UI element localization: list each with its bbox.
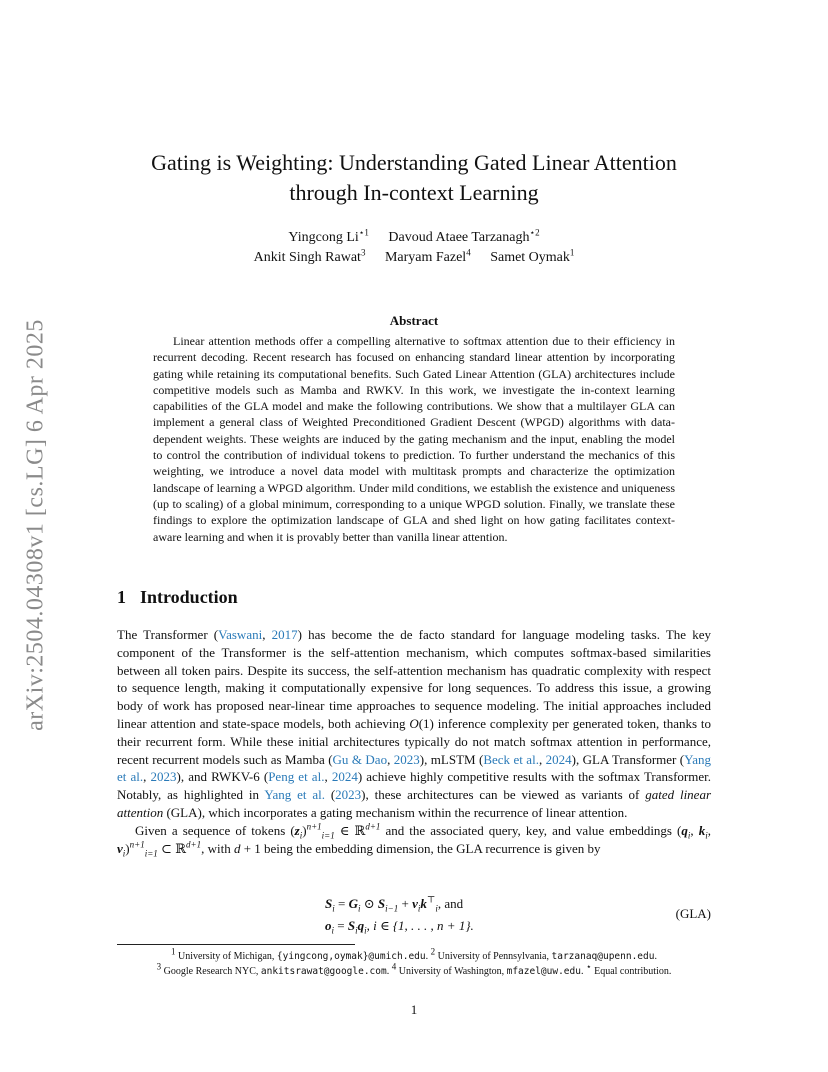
footnote-text: . [425, 951, 429, 962]
paragraph-1 [117, 626, 711, 822]
math-subscript: i [705, 830, 708, 841]
text-run: ) has become the de facto standard for language modeling tasks. The key component of the Transformer is the self-attention mechanism, which computes softmax-based similarities between all token pairs. Despite its success, the self-attention mechanism has quadratic complexity with respect to sequence length, making it computationally expensive for long sequences. To address this issue, a growing body of work has proposed near-linear time approaches to sequence modeling. The initial approaches included linear attention and state-space models, both achieving [117, 627, 712, 731]
footnote-mark: ⋆ [585, 961, 592, 972]
introduction-body [117, 626, 711, 857]
footnote-line-2 [117, 961, 711, 979]
citation-link[interactable]: 2024 [331, 769, 358, 785]
text-run: Given a sequence of tokens ( [135, 822, 295, 838]
citation-link[interactable]: 2024 [545, 751, 572, 767]
math-subscript: i=1 [144, 848, 158, 859]
math-symbol: S [347, 918, 356, 933]
math-symbol: G [348, 896, 358, 911]
arxiv-identifier-sidebar [16, 290, 56, 760]
math-symbol: q [681, 822, 688, 838]
section-heading [117, 587, 238, 608]
text-run: ⊂ ℝ [157, 840, 186, 856]
text-run: ), GLA Transformer ( [571, 751, 685, 767]
text-run: ), and RWKV-6 ( [176, 769, 269, 785]
math-subscript: i [364, 925, 367, 936]
math-subscript: i−1 [385, 903, 399, 914]
title-line-2: through In-context Learning [289, 180, 539, 205]
abstract-text: Linear attention methods offer a compelling alternative to softmax attention due to their efficiency in recurrent decoding. Recent research has focused on enhancing standard linear attention by incorporating gating while retaining its computational benefits. Such Gated Linear Attention (GLA) architectures include competitive models such as Mamba and RWKV. In this work, we investigate the in-context learning capabilities of the GLA model and make the following contributions. We show that a multilayer GLA can implement a general class of Weighted Preconditioned Gradient Descent (WPGD) algorithms with data-dependent weights. These weights are induced by the gating mechanism and the input, enabling the model to control the contribution of individual tokens to prediction. To further understand the mechanics of this weighting, we introduce a novel data model with multitask prompts and characterize the optimization landscape of learning a WPGD algorithm. Under mild conditions, we establish the existence and uniqueness (up to scaling) of a global minimum, corresponding to a unique WPGD solution. Finally, we translate these findings to explore the optimization landscape of GLA and shed light on how gating facilitates context-aware learning and when it is provably better than vanilla linear attention. [153, 334, 675, 544]
math-subscript: i [331, 925, 335, 936]
math-subscript: i=1 [321, 830, 335, 841]
math-text: , i ∈ {1, . . . , n + 1}. [366, 918, 474, 933]
text-run: , [262, 627, 272, 642]
text-run: ( [324, 787, 336, 803]
footnote-text: . [580, 966, 584, 977]
math-subscript: i [435, 903, 438, 914]
math-symbol: z [294, 822, 300, 838]
author-row-1 [150, 228, 678, 248]
footnote-email[interactable]: tarzanaq@upenn.edu [551, 951, 655, 962]
footnote-mark: 3 [156, 961, 162, 972]
citation-link[interactable]: 2023 [393, 751, 420, 767]
math-superscript: n+1 [306, 821, 322, 832]
author [388, 227, 540, 245]
text-run: ), mLSTM ( [419, 751, 484, 767]
text-run: , [143, 769, 151, 785]
equation-line-1 [325, 896, 463, 912]
footnote-text: University of Washington, [396, 966, 507, 977]
text-run: , with [201, 840, 234, 856]
author-affiliation-mark: 3 [360, 247, 366, 258]
math-superscript: ⊤ [426, 894, 436, 905]
text-run: ) [125, 840, 130, 856]
footnote-email[interactable]: {yingcong,oymak}@umich.edu [276, 951, 426, 962]
footnote-email[interactable]: mfazel@uw.edu [506, 966, 581, 977]
citation-link[interactable]: Vaswani [218, 627, 263, 642]
footnote-line-1 [117, 946, 711, 964]
text-run: , [387, 751, 394, 767]
arxiv-identifier: arXiv:2504.04308v1 [cs.LG] 6 Apr 2025 [22, 319, 49, 731]
citation-link[interactable]: Beck et al. [483, 751, 539, 767]
equation-tag: (GLA) [675, 906, 711, 921]
footnote-text: Google Research NYC, [161, 966, 261, 977]
math-symbol: d [233, 840, 241, 856]
equation-line-2 [325, 918, 474, 934]
math-operator: = [334, 918, 348, 933]
author-name: Davoud Ataee Tarzanagh [388, 230, 530, 245]
footnote-text: University of Pennsylvania, [435, 951, 552, 962]
paper-title [90, 148, 738, 208]
emphasis-term: gated linear attention [117, 787, 712, 820]
text-run: , [690, 822, 699, 838]
author-list [150, 228, 678, 268]
text-run: + 1 being the embedding dimension, the GLA recurrence is given by [240, 840, 601, 856]
footnote-text: University of Michigan, [175, 951, 277, 962]
author [384, 247, 471, 265]
math-subscript: i [122, 848, 126, 859]
math-symbol: S [325, 896, 333, 911]
text-run: ∈ ℝ [334, 822, 366, 838]
author-affiliation-mark: ⋆1 [358, 227, 369, 238]
footnote-mark: 4 [391, 961, 397, 972]
citation-link[interactable]: Gu & Dao [332, 751, 388, 767]
math-subscript: i [299, 830, 303, 841]
section-title: Introduction [140, 587, 238, 607]
math-subscript: i [355, 925, 358, 936]
text-run: , [324, 769, 332, 785]
footnote-email[interactable]: ankitsrawat@google.com [260, 966, 387, 977]
author [490, 247, 575, 265]
author-name: Samet Oymak [490, 250, 570, 265]
math-operator: = [334, 896, 349, 911]
author-affiliation-mark: ⋆2 [529, 227, 540, 238]
title-line-1: Gating is Weighting: Understanding Gated Linear Attention [151, 150, 677, 175]
author-name: Maryam Fazel [384, 250, 467, 265]
author [253, 247, 366, 265]
citation-link[interactable]: 2017 [271, 627, 298, 642]
math-subscript: i [332, 903, 335, 914]
text-run: and the associated query, key, and value embeddings ( [380, 822, 682, 838]
citation-link[interactable]: 2023 [335, 787, 362, 803]
math-superscript: n+1 [129, 839, 145, 850]
citation-link[interactable]: Yang et al. [264, 787, 325, 803]
footnote-text: Equal contribution. [591, 966, 672, 977]
page-number: 1 [410, 1002, 418, 1017]
math-operator: ⊙ [360, 896, 378, 911]
footnotes [117, 946, 711, 979]
footnote-mark: 1 [171, 946, 176, 957]
section-number: 1 [117, 587, 126, 607]
author [288, 227, 369, 245]
math-symbol: o [325, 918, 332, 933]
math-superscript: d+1 [365, 821, 381, 832]
math-symbol: k [698, 822, 706, 838]
text-run: , [707, 822, 711, 838]
text-run: The Transformer ( [117, 627, 219, 642]
text-run: (GLA), which incorporates a gating mechanism within the recurrence of linear attention. [163, 804, 628, 820]
footnote-rule [117, 944, 355, 945]
math-subscript: i [687, 830, 691, 841]
author-name: Ankit Singh Rawat [253, 250, 361, 265]
author-affiliation-mark: 1 [569, 247, 575, 258]
paragraph-2 [117, 822, 711, 858]
text-run: ) achieve highly competitive results with the softmax Transformer. Notably, as highlighted in [117, 769, 711, 803]
math-symbol: O [409, 715, 419, 731]
math-symbol: v [412, 896, 418, 911]
math-operator: + [398, 896, 413, 911]
footnote-text: . [386, 966, 390, 977]
math-symbol: q [357, 918, 365, 933]
math-subscript: i [417, 903, 421, 914]
author-name: Yingcong Li [288, 230, 359, 245]
math-text: , and [437, 896, 464, 911]
math-symbol: S [377, 896, 386, 911]
math-subscript: i [357, 903, 361, 914]
citation-link[interactable]: Yang et al. [117, 751, 711, 785]
text-run: ) [302, 822, 307, 838]
text-run: , [538, 751, 546, 767]
footnote-mark: 2 [430, 946, 436, 957]
abstract-heading: Abstract [389, 313, 439, 328]
gla-equation [117, 894, 711, 940]
math-symbol: v [117, 840, 123, 856]
author-affiliation-mark: 4 [466, 247, 471, 258]
author-row-2 [150, 248, 678, 268]
text-run: (1) inference complexity per generated token, thanks to their recurrent form. While these initial architectures typically do not match softmax attention in performance, recent recurrent models such as Mamba ( [117, 715, 711, 767]
math-symbol: k [420, 896, 427, 911]
citation-link[interactable]: 2023 [150, 769, 177, 785]
citation-link[interactable]: Peng et al. [268, 769, 325, 785]
footnote-text: . [654, 951, 657, 962]
text-run: ), these architectures can be viewed as variants of [361, 787, 646, 803]
math-superscript: d+1 [186, 839, 202, 850]
